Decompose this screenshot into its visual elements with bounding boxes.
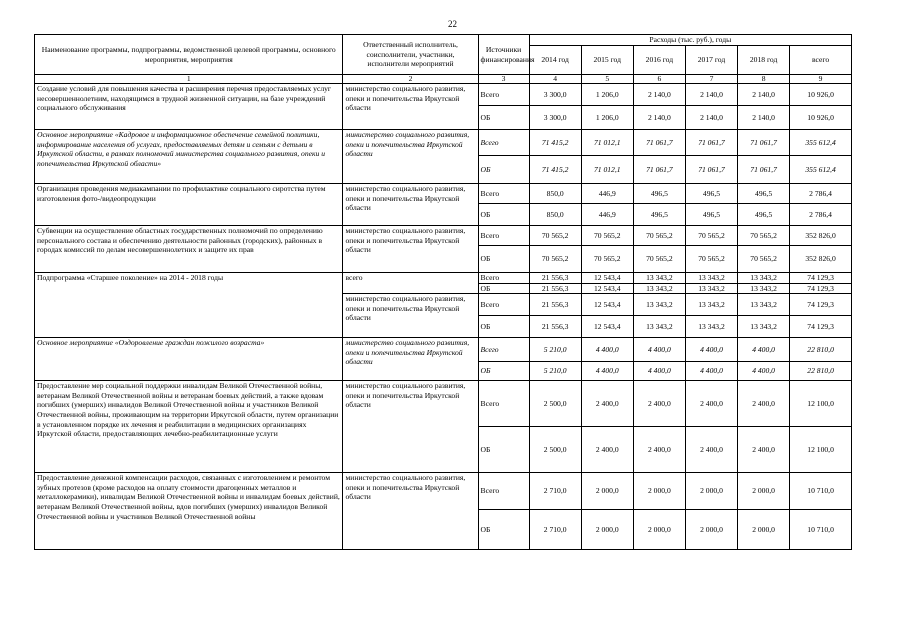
- value-cell: 10 710,0: [790, 473, 852, 510]
- value-cell: 71 415,2: [529, 156, 581, 184]
- value-cell: 2 710,0: [529, 510, 581, 550]
- value-cell: 2 400,0: [685, 427, 737, 473]
- value-cell: 13 343,2: [738, 273, 790, 284]
- value-cell: 71 061,7: [633, 130, 685, 156]
- row-source: Всего: [478, 226, 529, 246]
- row-executor: министерство социального развития, опеки и попечительства Иркутской области: [343, 184, 478, 226]
- value-cell: 70 565,2: [581, 246, 633, 273]
- index-cell: 2: [343, 75, 478, 84]
- value-cell: 2 140,0: [633, 84, 685, 106]
- row-source: Всего: [478, 338, 529, 362]
- row-source: ОБ: [478, 510, 529, 550]
- header-total: всего: [790, 46, 852, 75]
- row-source: ОБ: [478, 283, 529, 294]
- value-cell: 3 300,0: [529, 106, 581, 130]
- header-name: Наименование программы, подпрограммы, ведомственной целевой программы, основного мероприятия, мероприятия: [35, 35, 343, 75]
- page-number: 22: [448, 19, 457, 29]
- row-executor: всего: [343, 273, 478, 294]
- value-cell: 70 565,2: [633, 246, 685, 273]
- row-source: Всего: [478, 130, 529, 156]
- value-cell: 496,5: [685, 204, 737, 226]
- row-source: Всего: [478, 473, 529, 510]
- value-cell: 4 400,0: [633, 338, 685, 362]
- value-cell: 70 565,2: [529, 226, 581, 246]
- value-cell: 2 500,0: [529, 427, 581, 473]
- value-cell: 496,5: [738, 184, 790, 204]
- value-cell: 4 400,0: [685, 338, 737, 362]
- row-name: Предоставление денежной компенсации расходов, связанных с изготовлением и ремонтом зубных протезов (кроме расходов на оплату стоимости драгоценных металлов и металлокерамики), инвалидам Великой Отечественной войны и инвалидам боевых действий, ветеранам Великой Отечественной войны, вдов погибших (умерших) инвалидов Великой Отечественной войны и участников Великой Отечественной войны: [35, 473, 343, 550]
- value-cell: 2 400,0: [738, 381, 790, 427]
- table-row: [35, 273, 852, 284]
- value-cell: 13 343,2: [633, 273, 685, 284]
- row-source: Всего: [478, 84, 529, 106]
- value-cell: 4 400,0: [738, 338, 790, 362]
- value-cell: 2 140,0: [738, 106, 790, 130]
- index-cell: 4: [529, 75, 581, 84]
- row-source: Всего: [478, 184, 529, 204]
- value-cell: 74 129,3: [790, 316, 852, 338]
- header-year: 2014 год: [529, 46, 581, 75]
- row-executor: министерство социального развития, опеки и попечительства Иркутской области: [343, 381, 478, 473]
- header-executor: Ответственный исполнитель, соисполнители, участники, исполнители мероприятий: [343, 35, 478, 75]
- value-cell: 13 343,2: [633, 316, 685, 338]
- row-executor: министерство социального развития, опеки и попечительства Иркутской области: [343, 294, 478, 338]
- value-cell: 2 000,0: [685, 510, 737, 550]
- header-year: 2015 год: [581, 46, 633, 75]
- value-cell: 2 400,0: [633, 381, 685, 427]
- value-cell: 352 826,0: [790, 226, 852, 246]
- value-cell: 446,9: [581, 204, 633, 226]
- table-row: [35, 473, 852, 510]
- value-cell: 21 556,3: [529, 294, 581, 316]
- value-cell: 4 400,0: [581, 338, 633, 362]
- header-year: 2016 год: [633, 46, 685, 75]
- value-cell: 71 012,1: [581, 130, 633, 156]
- value-cell: 2 000,0: [581, 510, 633, 550]
- value-cell: 13 343,2: [685, 294, 737, 316]
- value-cell: 70 565,2: [685, 246, 737, 273]
- index-row: [35, 75, 852, 84]
- value-cell: 13 343,2: [685, 283, 737, 294]
- row-source: ОБ: [478, 106, 529, 130]
- value-cell: 13 343,2: [633, 294, 685, 316]
- value-cell: 71 415,2: [529, 130, 581, 156]
- value-cell: 70 565,2: [529, 246, 581, 273]
- index-cell: 8: [738, 75, 790, 84]
- row-name: Подпрограмма «Старшее поколение» на 2014 - 2018 годы: [35, 273, 343, 338]
- value-cell: 352 826,0: [790, 246, 852, 273]
- row-source: ОБ: [478, 362, 529, 381]
- value-cell: 70 565,2: [581, 226, 633, 246]
- row-source: Всего: [478, 381, 529, 427]
- value-cell: 10 926,0: [790, 84, 852, 106]
- expenses-table: [34, 34, 852, 550]
- row-source: ОБ: [478, 427, 529, 473]
- value-cell: 12 543,4: [581, 283, 633, 294]
- value-cell: 2 786,4: [790, 204, 852, 226]
- value-cell: 496,5: [633, 184, 685, 204]
- value-cell: 2 140,0: [738, 84, 790, 106]
- value-cell: 2 400,0: [738, 427, 790, 473]
- row-source: ОБ: [478, 204, 529, 226]
- value-cell: 1 206,0: [581, 84, 633, 106]
- value-cell: 21 556,3: [529, 273, 581, 284]
- value-cell: 13 343,2: [738, 283, 790, 294]
- row-source: ОБ: [478, 246, 529, 273]
- value-cell: 4 400,0: [633, 362, 685, 381]
- index-cell: 9: [790, 75, 852, 84]
- value-cell: 71 061,7: [685, 156, 737, 184]
- row-name: Организация проведения медиакампании по профилактике социального сиротства путем изготовления фото-/видеопродукции: [35, 184, 343, 226]
- value-cell: 13 343,2: [633, 283, 685, 294]
- value-cell: 4 400,0: [685, 362, 737, 381]
- value-cell: 70 565,2: [633, 226, 685, 246]
- row-source: ОБ: [478, 316, 529, 338]
- value-cell: 4 400,0: [581, 362, 633, 381]
- row-executor: министерство социального развития, опеки и попечительства Иркутской области: [343, 473, 478, 550]
- value-cell: 2 000,0: [633, 510, 685, 550]
- value-cell: 2 400,0: [633, 427, 685, 473]
- value-cell: 70 565,2: [738, 246, 790, 273]
- row-name: Создание условий для повышения качества и расширения перечня предоставляемых услуг несовершеннолетним, находящимся в трудной жизненной ситуации, на базе учреждений социального обслуживания: [35, 84, 343, 130]
- table-row: [35, 226, 852, 246]
- index-cell: 1: [35, 75, 343, 84]
- value-cell: 2 400,0: [581, 381, 633, 427]
- value-cell: 10 710,0: [790, 510, 852, 550]
- header-expenses: Расходы (тыс. руб.), годы: [529, 35, 851, 46]
- row-source: Всего: [478, 273, 529, 284]
- value-cell: 13 343,2: [738, 316, 790, 338]
- row-name: Предоставление мер социальной поддержки инвалидам Великой Отечественной войны, ветеранам Великой Отечественной войны и ветеранам боевых действий, а также вдовам погибших (умерших) инвалидов Великой Отечественной войны и участников Великой Отечественной войны, проживающим на территории Иркутской области, путем организации в установленном порядке их лечения и реабилитации в медицинских организациях Иркутской области, предоставляющих лечебно-реабилитационные услуги: [35, 381, 343, 473]
- value-cell: 21 556,3: [529, 316, 581, 338]
- value-cell: 12 543,4: [581, 294, 633, 316]
- value-cell: 355 612,4: [790, 156, 852, 184]
- value-cell: 13 343,2: [738, 294, 790, 316]
- value-cell: 2 000,0: [581, 473, 633, 510]
- value-cell: 2 140,0: [685, 84, 737, 106]
- header-source: Источники финансирования: [478, 35, 529, 75]
- header-year: 2017 год: [685, 46, 737, 75]
- row-source: ОБ: [478, 156, 529, 184]
- table-row: [35, 130, 852, 156]
- value-cell: 2 000,0: [738, 510, 790, 550]
- value-cell: 21 556,3: [529, 283, 581, 294]
- value-cell: 496,5: [685, 184, 737, 204]
- row-name: Субвенции на осуществление областных государственных полномочий по определению персонального состава и обеспечению деятельности районных (городских), районных в городах комиссий по делам несовершеннолетних и защите их прав: [35, 226, 343, 273]
- index-cell: 5: [581, 75, 633, 84]
- value-cell: 22 810,0: [790, 338, 852, 362]
- value-cell: 74 129,3: [790, 283, 852, 294]
- row-executor: министерство социального развития, опеки и попечительства Иркутской области: [343, 84, 478, 130]
- row-executor: министерство социального развития, опеки и попечительства Иркутской области: [343, 338, 478, 381]
- value-cell: 12 100,0: [790, 381, 852, 427]
- value-cell: 74 129,3: [790, 294, 852, 316]
- index-cell: 3: [478, 75, 529, 84]
- value-cell: 2 140,0: [633, 106, 685, 130]
- value-cell: 71 061,7: [685, 130, 737, 156]
- value-cell: 70 565,2: [685, 226, 737, 246]
- row-name: Основное мероприятие «Оздоровление граждан пожилого возраста»: [35, 338, 343, 381]
- value-cell: 12 543,4: [581, 316, 633, 338]
- value-cell: 71 061,7: [738, 130, 790, 156]
- value-cell: 3 300,0: [529, 84, 581, 106]
- value-cell: 2 000,0: [685, 473, 737, 510]
- value-cell: 2 786,4: [790, 184, 852, 204]
- index-cell: 7: [685, 75, 737, 84]
- row-source: Всего: [478, 294, 529, 316]
- value-cell: 2 500,0: [529, 381, 581, 427]
- value-cell: 2 140,0: [685, 106, 737, 130]
- value-cell: 2 710,0: [529, 473, 581, 510]
- value-cell: 496,5: [633, 204, 685, 226]
- index-cell: 6: [633, 75, 685, 84]
- value-cell: 74 129,3: [790, 273, 852, 284]
- value-cell: 12 543,4: [581, 273, 633, 284]
- value-cell: 2 400,0: [685, 381, 737, 427]
- value-cell: 355 612,4: [790, 130, 852, 156]
- value-cell: 446,9: [581, 184, 633, 204]
- table-row: [35, 84, 852, 106]
- value-cell: 496,5: [738, 204, 790, 226]
- row-executor: министерство социального развития, опеки и попечительства Иркутской области: [343, 130, 478, 184]
- value-cell: 71 061,7: [633, 156, 685, 184]
- value-cell: 4 400,0: [738, 362, 790, 381]
- value-cell: 10 926,0: [790, 106, 852, 130]
- value-cell: 12 100,0: [790, 427, 852, 473]
- row-executor: министерство социального развития, опеки и попечительства Иркутской области: [343, 226, 478, 273]
- value-cell: 70 565,2: [738, 226, 790, 246]
- value-cell: 850,0: [529, 184, 581, 204]
- table-row: [35, 338, 852, 362]
- row-name: Основное мероприятие «Кадровое и информационное обеспечение семейной политики, информирование населения об услугах, предоставляемых детям и семьям с детьми в Иркутской области, в рамках полномочий министерства социального развития, опеки и попечительства Иркутской области»: [35, 130, 343, 184]
- value-cell: 13 343,2: [685, 273, 737, 284]
- table-row: [35, 184, 852, 204]
- value-cell: 71 012,1: [581, 156, 633, 184]
- value-cell: 2 000,0: [738, 473, 790, 510]
- value-cell: 22 810,0: [790, 362, 852, 381]
- value-cell: 5 210,0: [529, 338, 581, 362]
- table-row: [35, 381, 852, 427]
- value-cell: 2 000,0: [633, 473, 685, 510]
- value-cell: 13 343,2: [685, 316, 737, 338]
- value-cell: 850,0: [529, 204, 581, 226]
- header-year: 2018 год: [738, 46, 790, 75]
- value-cell: 2 400,0: [581, 427, 633, 473]
- value-cell: 71 061,7: [738, 156, 790, 184]
- value-cell: 5 210,0: [529, 362, 581, 381]
- value-cell: 1 206,0: [581, 106, 633, 130]
